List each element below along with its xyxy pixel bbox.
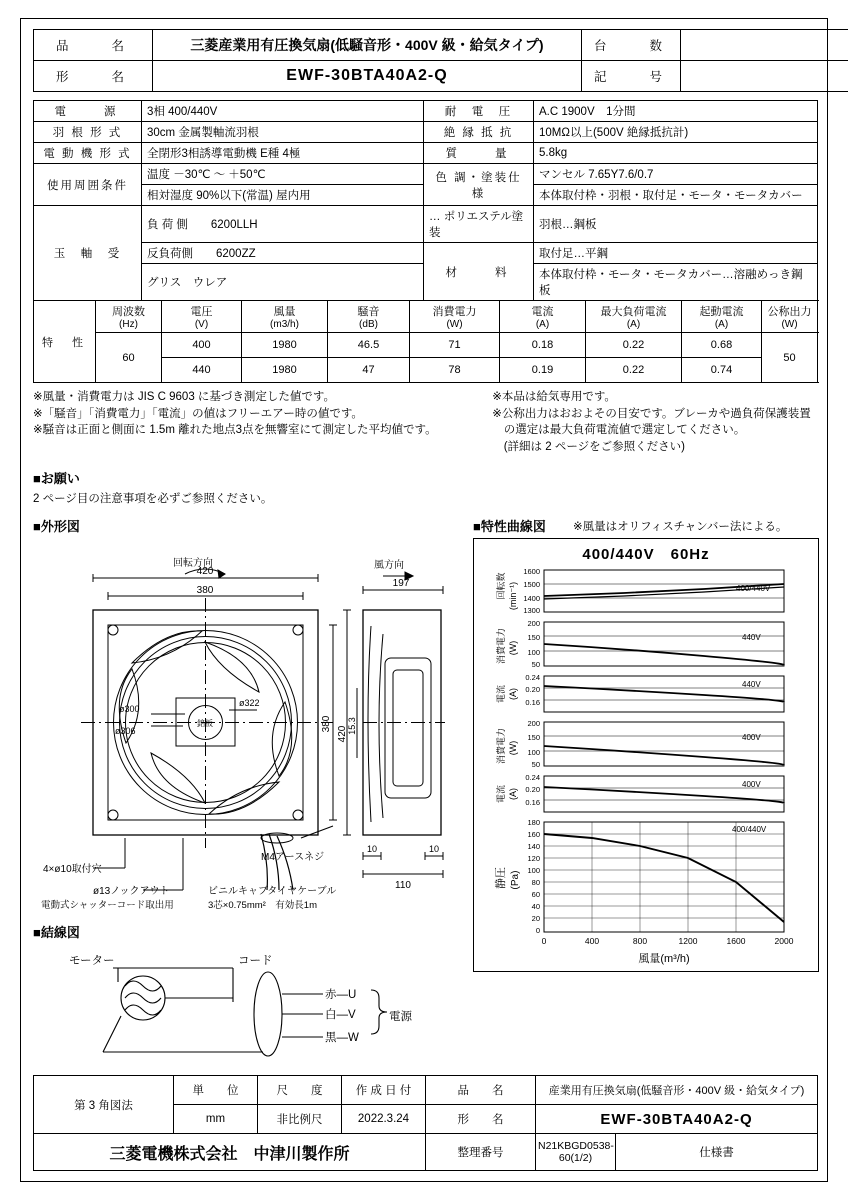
nameplate-label: 銘板 <box>197 718 213 728</box>
bearing-load: 負 荷 側 6200LLH <box>142 206 424 243</box>
svg-text:100: 100 <box>527 747 540 757</box>
footer-table <box>33 1075 818 1171</box>
scale-label: 尺 度 <box>258 1076 342 1105</box>
earth-screw-note: M4アースネジ <box>261 851 325 863</box>
color-v2: 本体取付枠・羽根・取付足・モータ・モータカバー <box>534 185 818 206</box>
char-title: 特 性 <box>34 301 96 383</box>
svg-text:160: 160 <box>527 829 540 839</box>
date-value: 2022.3.24 <box>342 1105 426 1134</box>
insulation-label: 絶 縁 抵 抗 <box>424 122 534 143</box>
row1-air: 1980 <box>242 358 328 383</box>
scale-value: 非比例尺 <box>258 1105 342 1134</box>
material-v2: 取付足…平鋼 <box>534 243 818 264</box>
svg-text:0.20: 0.20 <box>525 684 540 694</box>
withstand-voltage-value: A.C 1900V 1分間 <box>534 101 818 122</box>
svg-text:50: 50 <box>531 759 540 769</box>
symbol-label: 記 号 <box>582 61 681 92</box>
table-row <box>34 101 818 122</box>
dim-110: 110 <box>395 879 411 891</box>
model-name-label: 形 名 <box>34 61 153 92</box>
note-left-0: ※風量・消費電力は JIS C 9603 に基づき測定した値です。 <box>33 391 335 403</box>
note-left-2: ※騒音は正面と側面に 1.5m 離れた地点3点を無響室にて測定した平均値です。 <box>33 424 437 437</box>
request-title: ■お願い <box>33 470 80 486</box>
dim-380-side: 380 <box>321 715 332 733</box>
svg-text:1500: 1500 <box>523 579 540 589</box>
footer-name-value: 産業用有圧換気扇(低騒音形・400V 級・給気タイプ) <box>536 1076 818 1105</box>
mass-label: 質 量 <box>424 143 534 164</box>
footer-model-value: EWF-30BTA40A2-Q <box>536 1105 818 1134</box>
symbol-value <box>681 61 848 92</box>
wind-label: 風方向 <box>374 559 404 571</box>
col-maxcurrent <box>586 301 682 333</box>
knockout-note: ø13ノックアウト <box>93 885 170 897</box>
company-name: 三菱電機株式会社 中津川製作所 <box>34 1134 426 1171</box>
product-name-label: 品 名 <box>34 30 153 61</box>
wiring-red: 赤—U <box>325 988 357 1001</box>
blade-type-value: 30cm 金属製軸流羽根 <box>142 122 424 143</box>
svg-text:(W): (W) <box>508 640 518 655</box>
freq-value: 60 <box>96 333 162 383</box>
svg-text:風量(m³/h): 風量(m³/h) <box>638 952 690 965</box>
drawing-area <box>33 516 815 1076</box>
table-row <box>34 243 818 264</box>
svg-text:400: 400 <box>584 935 600 946</box>
wiring-diagram <box>33 942 463 1072</box>
col-output-text: 公称出力 <box>767 306 812 318</box>
dia-300: ø300 <box>119 703 140 714</box>
row1-maxcurrent: 0.22 <box>586 358 682 383</box>
svg-text:440V: 440V <box>742 679 761 689</box>
row0-current: 0.18 <box>500 333 586 358</box>
svg-text:消費電力: 消費電力 <box>496 627 506 664</box>
svg-text:150: 150 <box>527 632 540 642</box>
svg-text:440V: 440V <box>742 632 761 642</box>
svg-text:(Pa): (Pa) <box>510 870 521 890</box>
col-power-text: 消費電力 <box>432 306 477 318</box>
qty-label: 台 数 <box>582 30 681 61</box>
svg-text:静圧: 静圧 <box>495 866 507 889</box>
bearing-grease: グリス ウレア <box>142 264 424 301</box>
row1-current: 0.19 <box>500 358 586 383</box>
note-right-1: ※公称出力はおおよその目安です。ブレーカや過負荷保護装置 <box>492 407 811 420</box>
table-row <box>34 164 818 185</box>
dim-420-top: 420 <box>196 565 214 577</box>
row1-power: 78 <box>410 358 500 383</box>
chart-note: ※風量はオリフィスチャンバー法による。 <box>573 520 788 533</box>
row0-startcurrent: 0.68 <box>682 333 762 358</box>
docnum-value: N21KBGD0538-60(1/2) <box>536 1134 616 1171</box>
svg-text:1400: 1400 <box>523 593 540 603</box>
svg-text:1600: 1600 <box>523 566 540 576</box>
svg-text:1600: 1600 <box>726 935 746 946</box>
table-row <box>34 1134 818 1171</box>
svg-text:0.20: 0.20 <box>525 784 540 794</box>
chart-heading: 400/440V 60Hz <box>582 545 710 563</box>
note-right-3: (詳細は 2 ページをご参照ください) <box>492 441 685 454</box>
note-right-0: ※本品は給気専用です。 <box>492 391 616 403</box>
col-current-unit: (A) <box>535 319 550 330</box>
col-volt-unit: (V) <box>194 319 209 330</box>
material-label: 材 料 <box>424 243 534 301</box>
insulation-value: 10MΩ以上(500V 絶縁抵抗計) <box>534 122 818 143</box>
outline-title: ■外形図 <box>33 518 80 534</box>
col-noise-unit: (dB) <box>359 319 378 330</box>
table-row <box>34 143 818 164</box>
col-startcurrent-unit: (A) <box>714 319 729 330</box>
notes-left <box>33 389 489 439</box>
svg-text:100: 100 <box>527 647 540 657</box>
projection-method: 第 3 角図法 <box>34 1076 174 1134</box>
svg-text:0.24: 0.24 <box>525 672 540 682</box>
motor-type-value: 全閉形3相誘導電動機 E種 4極 <box>142 143 424 164</box>
svg-text:消費電力: 消費電力 <box>496 727 506 764</box>
row1-volt: 440 <box>162 358 242 383</box>
curves-svg <box>474 566 814 970</box>
unit-value: mm <box>174 1105 258 1134</box>
characteristics-table <box>33 300 818 383</box>
unit-label: 単 位 <box>174 1076 258 1105</box>
note-right-2: の選定は最大負荷電流値で選定してください。 <box>492 424 746 437</box>
col-current-text: 電流 <box>531 306 554 318</box>
row0-noise: 46.5 <box>328 333 410 358</box>
shutter-note: 電動式シャッターコード取出用 <box>41 899 174 911</box>
col-maxcurrent-text: 最大負荷電流 <box>600 306 667 318</box>
svg-text:回転数: 回転数 <box>496 572 506 600</box>
row1-noise: 47 <box>328 358 410 383</box>
svg-text:120: 120 <box>527 853 540 863</box>
col-maxcurrent-unit: (A) <box>626 319 641 330</box>
dim-380-top: 380 <box>196 584 214 596</box>
svg-text:0: 0 <box>541 935 547 946</box>
date-label: 作 成 日 付 <box>342 1076 426 1105</box>
mass-value: 5.8kg <box>534 143 818 164</box>
page-border <box>20 18 828 1182</box>
svg-text:(A): (A) <box>508 687 518 700</box>
table-row <box>34 206 818 243</box>
svg-text:1300: 1300 <box>523 605 540 615</box>
table-row <box>34 30 848 61</box>
svg-text:100: 100 <box>527 865 540 875</box>
row0-volt: 400 <box>162 333 242 358</box>
mount-hole-note: 4×ø10取付穴 <box>43 863 102 875</box>
notes-right <box>492 389 812 456</box>
color-v3: … ポリエステル塗装 <box>424 206 534 243</box>
svg-text:2000: 2000 <box>774 935 794 946</box>
svg-text:0.16: 0.16 <box>525 797 540 807</box>
col-volt <box>162 301 242 333</box>
svg-text:60: 60 <box>531 889 540 899</box>
dia-306: ø306 <box>115 725 136 736</box>
svg-text:0: 0 <box>535 925 540 935</box>
wiring-motor-label: モーター <box>69 954 115 967</box>
ambient-label: 使用周囲条件 <box>34 164 142 206</box>
docnum-label: 整理番号 <box>426 1134 536 1171</box>
row1-startcurrent: 0.74 <box>682 358 762 383</box>
col-air <box>242 301 328 333</box>
col-noise <box>328 301 410 333</box>
col-air-text: 風量 <box>273 306 296 318</box>
power-value: 3相 400/440V <box>142 101 424 122</box>
ambient-humidity: 相対湿度 90%以下(常温) 屋内用 <box>142 185 424 206</box>
material-v3: 本体取付枠・モータ・モータカバー…溶融めっき鋼板 <box>534 264 818 301</box>
rotation-label: 回転方向 <box>173 557 213 569</box>
svg-text:1200: 1200 <box>678 935 698 946</box>
wiring-source: 電源 <box>389 1010 412 1023</box>
col-noise-text: 騒音 <box>357 306 380 318</box>
table-row <box>34 333 818 358</box>
color-label: 色 調・塗装仕様 <box>424 164 534 206</box>
row0-air: 1980 <box>242 333 328 358</box>
col-power <box>410 301 500 333</box>
dim-10a: 10 <box>366 843 378 854</box>
svg-text:140: 140 <box>527 841 540 851</box>
col-freq <box>96 301 162 333</box>
svg-text:40: 40 <box>531 901 540 911</box>
svg-text:800: 800 <box>632 935 648 946</box>
request-text: 2 ページ目の注意事項を必ずご参照ください。 <box>33 492 273 505</box>
svg-text:(A): (A) <box>508 787 518 800</box>
model-name-value: EWF-30BTA40A2-Q <box>153 61 582 92</box>
svg-text:400/440V: 400/440V <box>732 824 767 834</box>
col-output-unit: (W) <box>781 319 798 330</box>
characteristic-curves-panel <box>473 538 819 972</box>
notes-section <box>33 389 815 456</box>
cable-note: ビニルキャブタイヤケーブル <box>208 885 337 897</box>
svg-text:電流: 電流 <box>496 684 506 703</box>
motor-type-label: 電 動 機 形 式 <box>34 143 142 164</box>
footer-block <box>33 1075 817 1171</box>
col-output <box>762 301 818 333</box>
col-startcurrent-text: 起動電流 <box>699 306 744 318</box>
power-label: 電 源 <box>34 101 142 122</box>
color-v1: マンセル 7.65Y7.6/0.7 <box>534 164 818 185</box>
blade-type-label: 羽 根 形 式 <box>34 122 142 143</box>
col-freq-text: 周波数 <box>112 306 145 318</box>
footer-name-label: 品 名 <box>426 1076 536 1105</box>
dia-322: ø322 <box>239 697 260 708</box>
row0-maxcurrent: 0.22 <box>586 333 682 358</box>
bearing-label: 玉 軸 受 <box>34 206 142 301</box>
svg-text:20: 20 <box>531 913 540 923</box>
footer-model-label: 形 名 <box>426 1105 536 1134</box>
svg-text:50: 50 <box>531 659 540 669</box>
dim-197: 197 <box>392 577 410 589</box>
svg-text:400/440V: 400/440V <box>736 583 771 593</box>
wiring-title: ■結線図 <box>33 924 80 940</box>
svg-text:80: 80 <box>531 877 540 887</box>
svg-text:150: 150 <box>527 732 540 742</box>
col-power-unit: (W) <box>446 319 463 330</box>
dim-153: 15.3 <box>347 716 357 735</box>
col-freq-unit: (Hz) <box>119 319 138 330</box>
table-row <box>34 1076 818 1105</box>
svg-text:0.24: 0.24 <box>525 772 540 782</box>
col-volt-text: 電圧 <box>190 306 213 318</box>
svg-text:電流: 電流 <box>496 784 506 803</box>
product-name-value: 三菱産業用有圧換気扇(低騒音形・400V 級・給気タイプ) <box>153 30 582 61</box>
wiring-cord-label: コード <box>238 954 273 967</box>
dim-10b: 10 <box>428 843 440 854</box>
col-air-unit: (m3/h) <box>270 319 299 330</box>
col-startcurrent <box>682 301 762 333</box>
output-value: 50 <box>762 333 818 383</box>
chart-title: ■特性曲線図 <box>473 518 546 534</box>
svg-text:200: 200 <box>527 718 540 728</box>
svg-text:(min⁻¹): (min⁻¹) <box>508 581 518 610</box>
svg-text:(W): (W) <box>508 740 518 755</box>
table-row <box>34 122 818 143</box>
svg-text:400V: 400V <box>742 732 761 742</box>
ambient-temp: 温度 －30℃ ～ ＋50℃ <box>142 164 424 185</box>
svg-text:0.16: 0.16 <box>525 697 540 707</box>
table-row <box>34 301 818 333</box>
svg-text:400V: 400V <box>742 779 761 789</box>
material-v1: 羽根…鋼板 <box>534 206 818 243</box>
qty-value <box>681 30 848 61</box>
withstand-voltage-label: 耐 電 圧 <box>424 101 534 122</box>
wiring-white: 白—V <box>325 1008 356 1021</box>
doc-type: 仕様書 <box>616 1134 818 1171</box>
note-left-1: ※「騒音」「消費電力」「電流」の値はフリーエアー時の値です。 <box>33 407 363 420</box>
table-row <box>34 61 848 92</box>
row0-power: 71 <box>410 333 500 358</box>
col-current <box>500 301 586 333</box>
dim-420-side: 420 <box>337 725 348 743</box>
header-table <box>33 29 848 92</box>
wiring-black: 黒—W <box>325 1031 359 1044</box>
svg-text:180: 180 <box>527 817 540 827</box>
bearing-antiload: 反負荷側 6200ZZ <box>142 243 424 264</box>
cable-spec: 3芯×0.75mm² 有効長1m <box>208 899 318 911</box>
spec-table <box>33 100 818 301</box>
svg-text:200: 200 <box>527 618 540 628</box>
